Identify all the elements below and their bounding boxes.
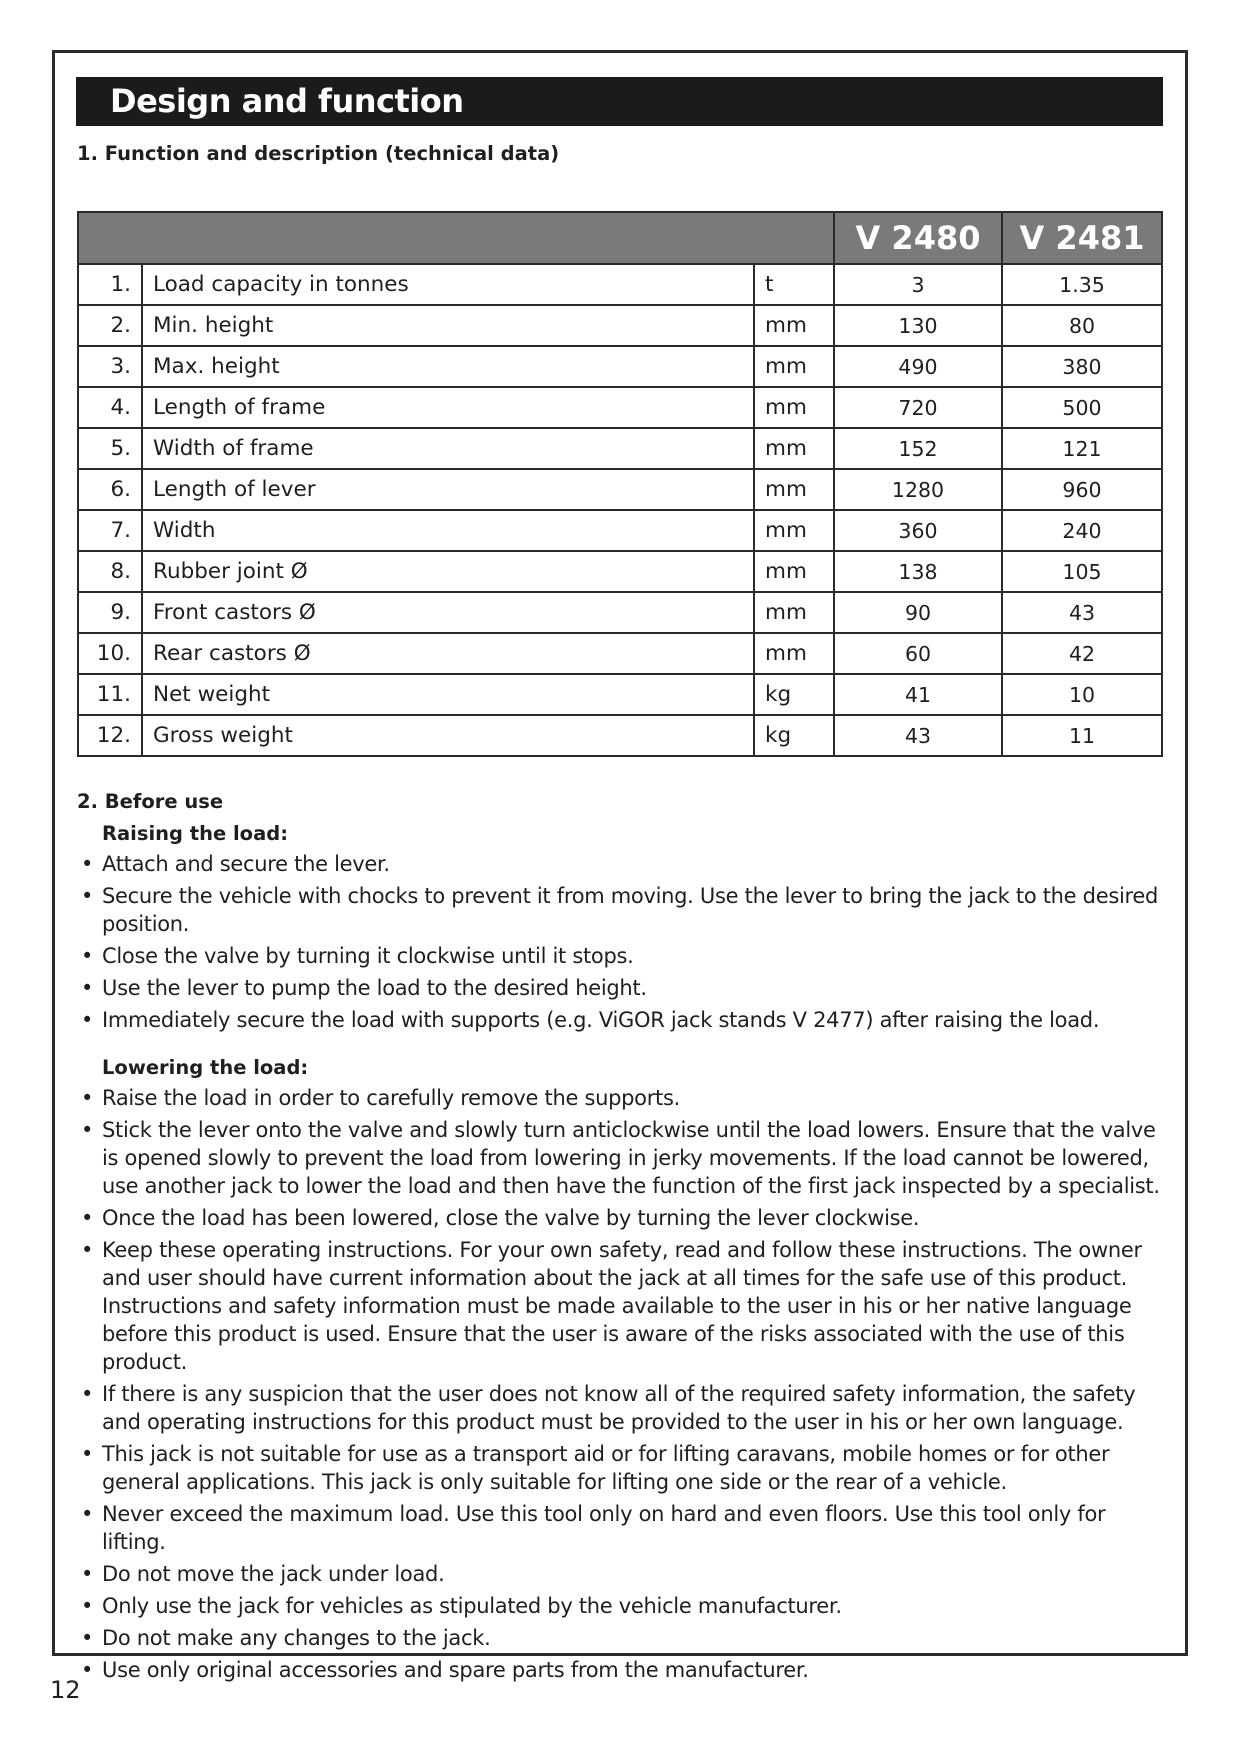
list-item: • Once the load has been lowered, close the valve by turning the lever clockwise. — [77, 1204, 1167, 1232]
row-label: Front castors Ø — [142, 592, 754, 633]
value-v2480: 360 — [834, 510, 1002, 551]
value-v2481: 42 — [1002, 633, 1162, 674]
table-row — [78, 592, 1162, 633]
list-item: • Immediately secure the load with supports (e.g. ViGOR jack stands V 2477) after raising the load. — [77, 1006, 1167, 1034]
value-v2480: 43 — [834, 715, 1002, 756]
lowering-list — [77, 1084, 1167, 1684]
value-v2481: 960 — [1002, 469, 1162, 510]
raising-list — [77, 850, 1167, 1034]
value-v2480: 152 — [834, 428, 1002, 469]
list-item: • Keep these operating instructions. For your own safety, read and follow these instructions. The owner and user should have current information about the jack at all times for the safe use of this product. Instructions and safety information must be made available to the user in his or her native language before this product is used. Ensure that the user is aware of the risks associated with the use of this product. — [77, 1236, 1167, 1376]
value-v2480: 130 — [834, 305, 1002, 346]
list-item: • Do not make any changes to the jack. — [77, 1624, 1167, 1652]
row-number: 11. — [78, 674, 142, 715]
table-row — [78, 469, 1162, 510]
row-label: Length of lever — [142, 469, 754, 510]
row-number: 1. — [78, 264, 142, 305]
value-v2480: 3 — [834, 264, 1002, 305]
value-v2481: 80 — [1002, 305, 1162, 346]
table-row — [78, 346, 1162, 387]
list-item: • Secure the vehicle with chocks to prevent it from moving. Use the lever to bring the jack to the desired position. — [77, 882, 1167, 938]
row-unit: mm — [754, 387, 834, 428]
value-v2481: 10 — [1002, 674, 1162, 715]
value-v2480: 490 — [834, 346, 1002, 387]
page-number: 12 — [50, 1676, 81, 1704]
value-v2481: 240 — [1002, 510, 1162, 551]
section-heading-before-use: 2. Before use — [77, 790, 224, 813]
row-label: Width of frame — [142, 428, 754, 469]
row-label: Load capacity in tonnes — [142, 264, 754, 305]
row-unit: mm — [754, 592, 834, 633]
row-unit: mm — [754, 510, 834, 551]
row-label: Min. height — [142, 305, 754, 346]
table-row — [78, 551, 1162, 592]
row-unit: mm — [754, 346, 834, 387]
row-number: 2. — [78, 305, 142, 346]
table-row — [78, 674, 1162, 715]
value-v2481: 43 — [1002, 592, 1162, 633]
value-v2481: 380 — [1002, 346, 1162, 387]
row-label: Net weight — [142, 674, 754, 715]
list-item: • Close the valve by turning it clockwise until it stops. — [77, 942, 1167, 970]
section-before-use — [77, 786, 1167, 1688]
row-number: 5. — [78, 428, 142, 469]
row-number: 7. — [78, 510, 142, 551]
row-number: 6. — [78, 469, 142, 510]
row-unit: mm — [754, 428, 834, 469]
section-heading-technical-data: 1. Function and description (technical data) — [77, 142, 560, 165]
row-number: 8. — [78, 551, 142, 592]
technical-data-table — [77, 211, 1163, 757]
column-header-v2481: V 2481 — [1002, 212, 1162, 264]
subheading-raising: Raising the load: — [102, 822, 288, 845]
column-header-v2480: V 2480 — [834, 212, 1002, 264]
list-item: • Attach and secure the lever. — [77, 850, 1167, 878]
row-unit: mm — [754, 305, 834, 346]
value-v2480: 720 — [834, 387, 1002, 428]
row-unit: kg — [754, 715, 834, 756]
row-unit: mm — [754, 633, 834, 674]
subheading-lowering: Lowering the load: — [102, 1056, 309, 1079]
value-v2481: 11 — [1002, 715, 1162, 756]
list-item: • Raise the load in order to carefully remove the supports. — [77, 1084, 1167, 1112]
page-title: Design and function — [76, 77, 1163, 126]
row-label: Length of frame — [142, 387, 754, 428]
list-item: • Use only original accessories and spare parts from the manufacturer. — [77, 1656, 1167, 1684]
row-label: Rubber joint Ø — [142, 551, 754, 592]
table-header-blank — [78, 212, 834, 264]
value-v2480: 60 — [834, 633, 1002, 674]
value-v2481: 1.35 — [1002, 264, 1162, 305]
table-row — [78, 715, 1162, 756]
table-row — [78, 428, 1162, 469]
value-v2480: 90 — [834, 592, 1002, 633]
table-header-row — [78, 212, 1162, 264]
row-number: 4. — [78, 387, 142, 428]
value-v2481: 105 — [1002, 551, 1162, 592]
table-row — [78, 633, 1162, 674]
row-unit: mm — [754, 551, 834, 592]
table-row — [78, 264, 1162, 305]
row-unit: kg — [754, 674, 834, 715]
value-v2480: 1280 — [834, 469, 1002, 510]
table-row — [78, 387, 1162, 428]
list-item: • Never exceed the maximum load. Use this tool only on hard and even floors. Use this tool only for lifting. — [77, 1500, 1167, 1556]
row-label: Gross weight — [142, 715, 754, 756]
row-number: 3. — [78, 346, 142, 387]
row-unit: t — [754, 264, 834, 305]
row-label: Width — [142, 510, 754, 551]
list-item: • This jack is not suitable for use as a transport aid or for lifting caravans, mobile homes or for other general applications. This jack is only suitable for lifting one side or the rear of a vehicle. — [77, 1440, 1167, 1496]
row-number: 10. — [78, 633, 142, 674]
value-v2481: 121 — [1002, 428, 1162, 469]
value-v2481: 500 — [1002, 387, 1162, 428]
row-label: Max. height — [142, 346, 754, 387]
row-number: 9. — [78, 592, 142, 633]
table-row — [78, 305, 1162, 346]
list-item: • Stick the lever onto the valve and slowly turn anticlockwise until the load lowers. Ensure that the valve is opened slowly to prevent the load from lowering in jerky movements. If the load cannot be lowered, use another jack to lower the load and then have the function of the first jack inspected by a specialist. — [77, 1116, 1167, 1200]
value-v2480: 41 — [834, 674, 1002, 715]
table-row — [78, 510, 1162, 551]
row-unit: mm — [754, 469, 834, 510]
row-number: 12. — [78, 715, 142, 756]
list-item: • Use the lever to pump the load to the desired height. — [77, 974, 1167, 1002]
list-item: • If there is any suspicion that the user does not know all of the required safety information, the safety and operating instructions for this product must be provided to the user in his or her own language. — [77, 1380, 1167, 1436]
value-v2480: 138 — [834, 551, 1002, 592]
list-item: • Only use the jack for vehicles as stipulated by the vehicle manufacturer. — [77, 1592, 1167, 1620]
row-label: Rear castors Ø — [142, 633, 754, 674]
list-item: • Do not move the jack under load. — [77, 1560, 1167, 1588]
